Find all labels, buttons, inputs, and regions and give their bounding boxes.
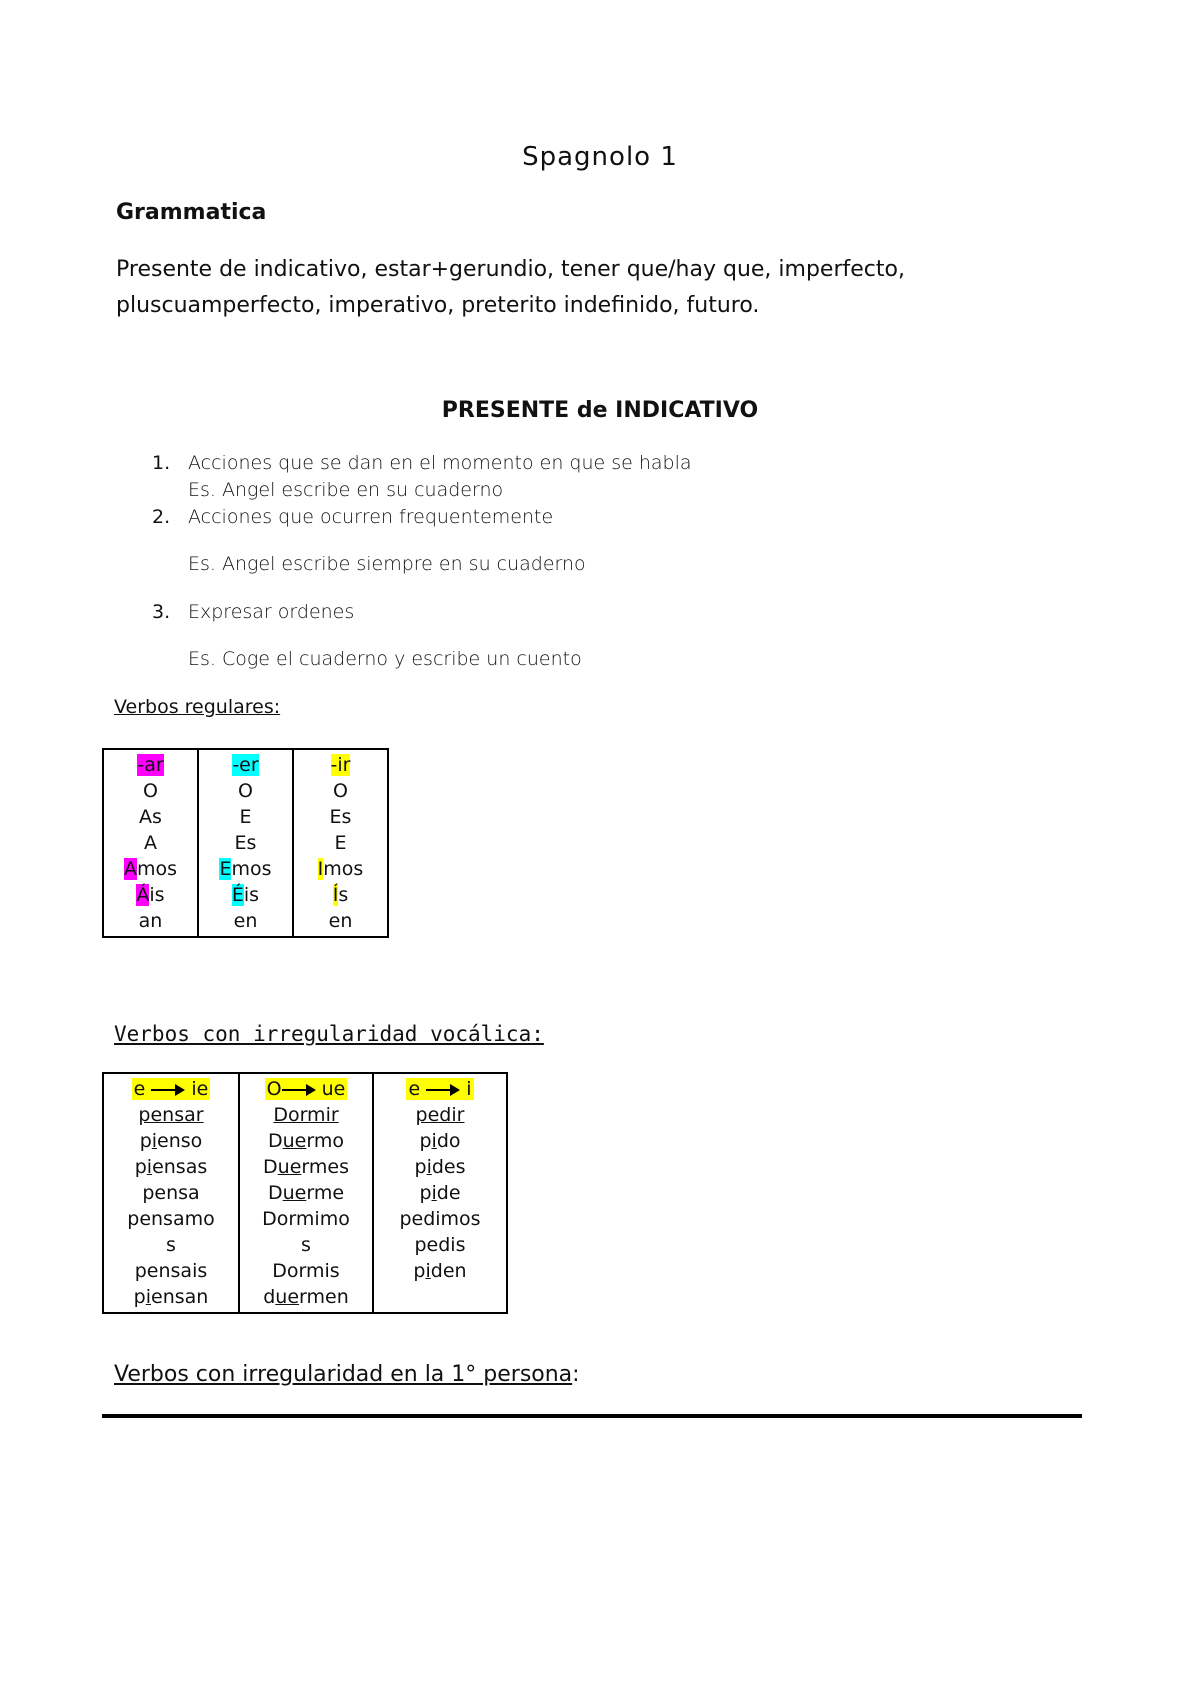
table-cell: piden (413, 1260, 467, 1282)
grammatica-heading: Grammatica (116, 200, 267, 225)
ending-header-ir: -ir (330, 754, 351, 776)
table-cell: pienso (139, 1130, 203, 1152)
infinitive: pedir (415, 1104, 465, 1126)
column-ir (293, 749, 388, 937)
list-item-text: Acciones que se dan en el momento en que se habla (188, 452, 692, 474)
list-item-example: Es. Angel escribe en su cuaderno (188, 479, 504, 501)
table-cell: A (144, 832, 157, 854)
table-cell: piensan (133, 1286, 209, 1308)
ending-header-ar: -ar (137, 754, 164, 776)
intro-line-1: Presente de indicativo, estar+gerundio, tener que/hay que, imperfecto, (116, 257, 905, 282)
horizontal-rule (102, 1414, 1082, 1418)
table-cell: en (328, 910, 353, 932)
list-item-example: Es. Angel escribe siempre en su cuaderno (188, 553, 586, 575)
table-cell: Ís (332, 884, 349, 906)
table-cell: O (143, 780, 158, 802)
table-cell: pensamo (127, 1208, 215, 1230)
table-cell: Emos (219, 858, 272, 880)
infinitive: pensar (138, 1104, 204, 1126)
table-cell: pides (414, 1156, 466, 1178)
table-cell: pido (419, 1130, 461, 1152)
table-cell: pide (419, 1182, 461, 1204)
table-cell: Es (234, 832, 257, 854)
table-cell: pedimos (399, 1208, 481, 1230)
table-cell: Dormimo (262, 1208, 350, 1230)
column-ar (103, 749, 198, 937)
presente-heading: PRESENTE de INDICATIVO (441, 398, 759, 423)
table-cell: s (301, 1234, 311, 1256)
column-er (198, 749, 293, 937)
table-cell: Imos (317, 858, 364, 880)
table-cell: Amos (123, 858, 178, 880)
table-cell: pedis (414, 1234, 466, 1256)
list-number: 2. (152, 506, 171, 528)
table-cell: piensas (134, 1156, 208, 1178)
table-cell: Dormis (272, 1260, 340, 1282)
table-cell: E (239, 806, 252, 828)
verbos-regulares-table (102, 748, 389, 938)
table-cell: an (138, 910, 163, 932)
infinitive: Dormir (273, 1104, 339, 1126)
table-cell: duermen (263, 1286, 349, 1308)
verbos-primera-persona-heading: Verbos con irregularidad en la 1° persona: (114, 1362, 580, 1387)
table-cell: E (334, 832, 347, 854)
table-cell: s (166, 1234, 176, 1256)
arrow-right-icon (151, 1084, 185, 1096)
list-item-example: Es. Coge el cuaderno y escribe un cuento (188, 648, 582, 670)
intro-line-2: pluscuamperfecto, imperativo, preterito indefinido, futuro. (116, 293, 760, 318)
list-number: 1. (152, 452, 171, 474)
table-cell: Duerme (267, 1182, 345, 1204)
column-e-i (373, 1073, 507, 1313)
list-item-text: Acciones que ocurren frequentemente (188, 506, 554, 528)
table-cell: en (233, 910, 258, 932)
table-cell: Éis (231, 884, 260, 906)
grammatica-intro (116, 252, 1096, 324)
list-item-text: Expresar ordenes (188, 601, 355, 623)
table-cell: O (333, 780, 348, 802)
table-cell: Duermes (263, 1156, 349, 1178)
verbos-regulares-label: Verbos regulares: (114, 696, 281, 718)
table-cell: As (139, 806, 162, 828)
change-header: O ue (266, 1078, 346, 1100)
document-title: Spagnolo 1 (522, 142, 678, 172)
table-cell: Áis (136, 884, 165, 906)
ending-header-er: -er (232, 754, 259, 776)
table-cell: Duermo (268, 1130, 344, 1152)
table-cell: pensais (134, 1260, 208, 1282)
table-cell: O (238, 780, 253, 802)
arrow-right-icon (282, 1084, 316, 1096)
change-header: e ie (133, 1078, 209, 1100)
verbos-vocalica-table (102, 1072, 508, 1314)
table-cell: pensa (142, 1182, 200, 1204)
verbos-vocalica-label: Verbos con irregularidad vocálica: (114, 1022, 544, 1046)
arrow-right-icon (426, 1084, 460, 1096)
column-o-ue (239, 1073, 373, 1313)
list-number: 3. (152, 601, 171, 623)
column-e-ie (103, 1073, 239, 1313)
change-header: e i (408, 1078, 472, 1100)
table-cell: Es (329, 806, 352, 828)
